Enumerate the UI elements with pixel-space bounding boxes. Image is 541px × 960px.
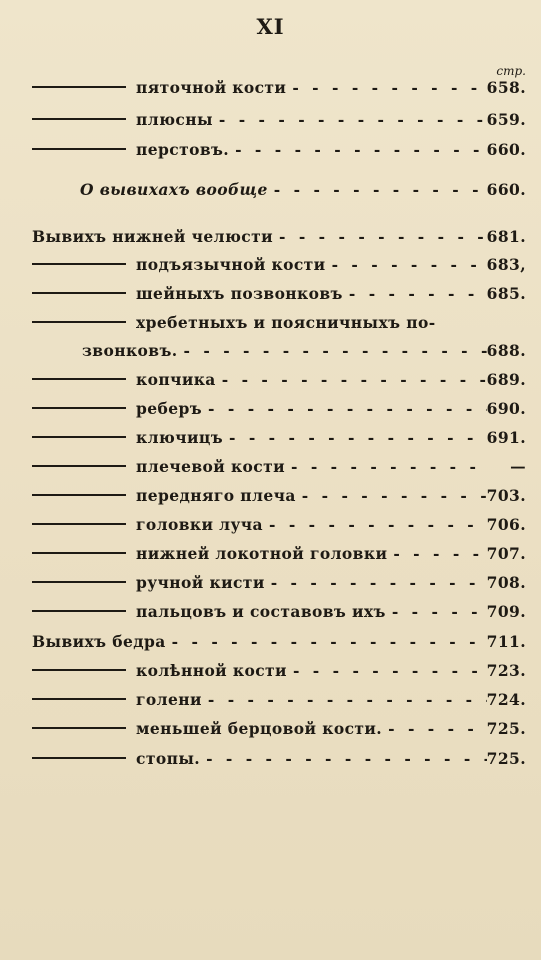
ditto-dash	[32, 292, 126, 294]
toc-entry	[32, 515, 526, 541]
ditto-dash	[32, 698, 126, 700]
toc-entry-title: реберъ	[136, 399, 203, 418]
dot-leader	[273, 227, 487, 246]
toc-entry-page-number: 660.	[486, 180, 526, 199]
ditto-dash	[32, 494, 126, 496]
toc-entry	[32, 341, 526, 367]
toc-entry-title: голени	[136, 690, 202, 709]
dot-leader	[213, 110, 487, 129]
toc-entry-page-number: 681.	[486, 227, 526, 246]
ditto-dash	[32, 118, 126, 120]
ditto-dash	[32, 465, 126, 467]
ditto-dash	[32, 552, 126, 554]
ditto-dash	[32, 610, 126, 612]
ditto-dash	[32, 321, 126, 323]
toc-entry-page-number: 706.	[486, 515, 526, 534]
ditto-dash	[32, 727, 126, 729]
toc-entry	[32, 78, 526, 104]
dot-leader	[285, 457, 488, 476]
dot-leader	[202, 690, 487, 709]
toc-entry	[32, 661, 526, 687]
toc-entry	[32, 457, 526, 483]
ditto-dash	[32, 378, 126, 380]
dot-leader	[216, 370, 487, 389]
toc-entry	[32, 227, 526, 253]
toc-entry	[80, 180, 526, 206]
toc-entry	[32, 255, 526, 281]
dot-leader	[229, 140, 487, 159]
dot-leader	[296, 486, 487, 505]
toc-entry-title: головки луча	[136, 515, 263, 534]
toc-entry	[32, 313, 526, 339]
toc-entry-title: перстовъ.	[136, 140, 230, 159]
toc-entry	[32, 140, 526, 166]
toc-entry-title: шейныхъ позвонковъ	[136, 284, 343, 303]
toc-entry-title: меньшей берцовой кости.	[136, 719, 383, 738]
toc-entry	[32, 284, 526, 310]
toc-entry-page-number: 690.	[486, 399, 526, 418]
toc-entry-title: подъязычной кости	[136, 255, 326, 274]
toc-entry-page-number: 703.	[486, 486, 526, 505]
dot-leader	[263, 515, 487, 534]
toc-entry	[32, 486, 526, 512]
dot-leader	[286, 78, 486, 97]
ditto-dash	[32, 407, 126, 409]
toc-entry-title: колѣнной кости	[136, 661, 287, 680]
toc-entry-page-number: 691.	[486, 428, 526, 447]
toc-entry	[32, 749, 526, 775]
ditto-dash	[32, 523, 126, 525]
dot-leader	[178, 341, 487, 360]
dot-leader	[265, 573, 487, 592]
dot-leader	[382, 719, 487, 738]
toc-entry-title: пяточной кости	[136, 78, 287, 97]
toc-entry-title: стопы.	[136, 749, 201, 768]
toc-entry	[32, 399, 526, 425]
toc-entry-page-number: —	[510, 457, 526, 476]
toc-entry-title: Вывихъ нижней челюсти	[32, 227, 273, 246]
ditto-dash	[32, 86, 126, 88]
toc-entry-page-number: 709.	[486, 602, 526, 621]
dot-leader	[268, 180, 487, 199]
page-folio: XI	[256, 14, 285, 39]
toc-entry-page-number: 707.	[486, 544, 526, 563]
toc-entry-title: пальцовъ и составовъ ихъ	[136, 602, 386, 621]
toc-entry-title: ручной кисти	[136, 573, 265, 592]
toc-entry-title: Вывихъ бедра	[32, 632, 166, 651]
toc-entry	[32, 110, 526, 136]
toc-entry-title: хребетныхъ и поясничныхъ по-	[136, 313, 436, 332]
toc-entry-title: плечевой кости	[136, 457, 286, 476]
dot-leader	[166, 632, 487, 651]
toc-entry	[32, 370, 526, 396]
page-column-label: стр.	[496, 64, 526, 78]
toc-entry-title: ключицъ	[136, 428, 223, 447]
toc-entry-title: звонковъ.	[82, 341, 178, 360]
dot-leader	[202, 399, 487, 418]
toc-entry-page-number: 660.	[486, 140, 526, 159]
toc-entry-page-number: 659.	[486, 110, 526, 129]
toc-entry-page-number: 658.	[486, 78, 526, 97]
toc-entry	[32, 428, 526, 454]
dot-leader	[287, 661, 487, 680]
toc-entry-page-number: 725.	[486, 719, 526, 738]
ditto-dash	[32, 436, 126, 438]
toc-entry-page-number: 711.	[486, 632, 526, 651]
toc-entry	[32, 690, 526, 716]
toc-entry	[32, 573, 526, 599]
dot-leader	[343, 284, 487, 303]
ditto-dash	[32, 757, 126, 759]
toc-entry-title: плюсны	[136, 110, 213, 129]
dot-leader	[223, 428, 487, 447]
toc-entry-page-number: 725.	[486, 749, 526, 768]
toc-entry	[32, 632, 526, 658]
dot-leader	[387, 544, 486, 563]
toc-entry-page-number: 685.	[486, 284, 526, 303]
ditto-dash	[32, 669, 126, 671]
toc-entry-page-number: 724.	[486, 690, 526, 709]
toc-entry-title: копчика	[136, 370, 216, 389]
toc-entry-title: передняго плеча	[136, 486, 296, 505]
ditto-dash	[32, 581, 126, 583]
toc-entry-page-number: 683,	[486, 255, 526, 274]
toc-entry-title: нижней локотной головки	[136, 544, 388, 563]
ditto-dash	[32, 148, 126, 150]
toc-entry	[32, 719, 526, 745]
toc-entry	[32, 602, 526, 628]
dot-leader	[200, 749, 487, 768]
toc-entry-title: О вывихахъ вообще	[80, 180, 268, 199]
dot-leader	[326, 255, 487, 274]
toc-entry	[32, 544, 526, 570]
ditto-dash	[32, 263, 126, 265]
toc-entry-page-number: 708.	[486, 573, 526, 592]
toc-entry-page-number: 723.	[486, 661, 526, 680]
dot-leader	[386, 602, 487, 621]
toc-entry-page-number: 689.	[486, 370, 526, 389]
toc-entry-page-number: 688.	[486, 341, 526, 360]
